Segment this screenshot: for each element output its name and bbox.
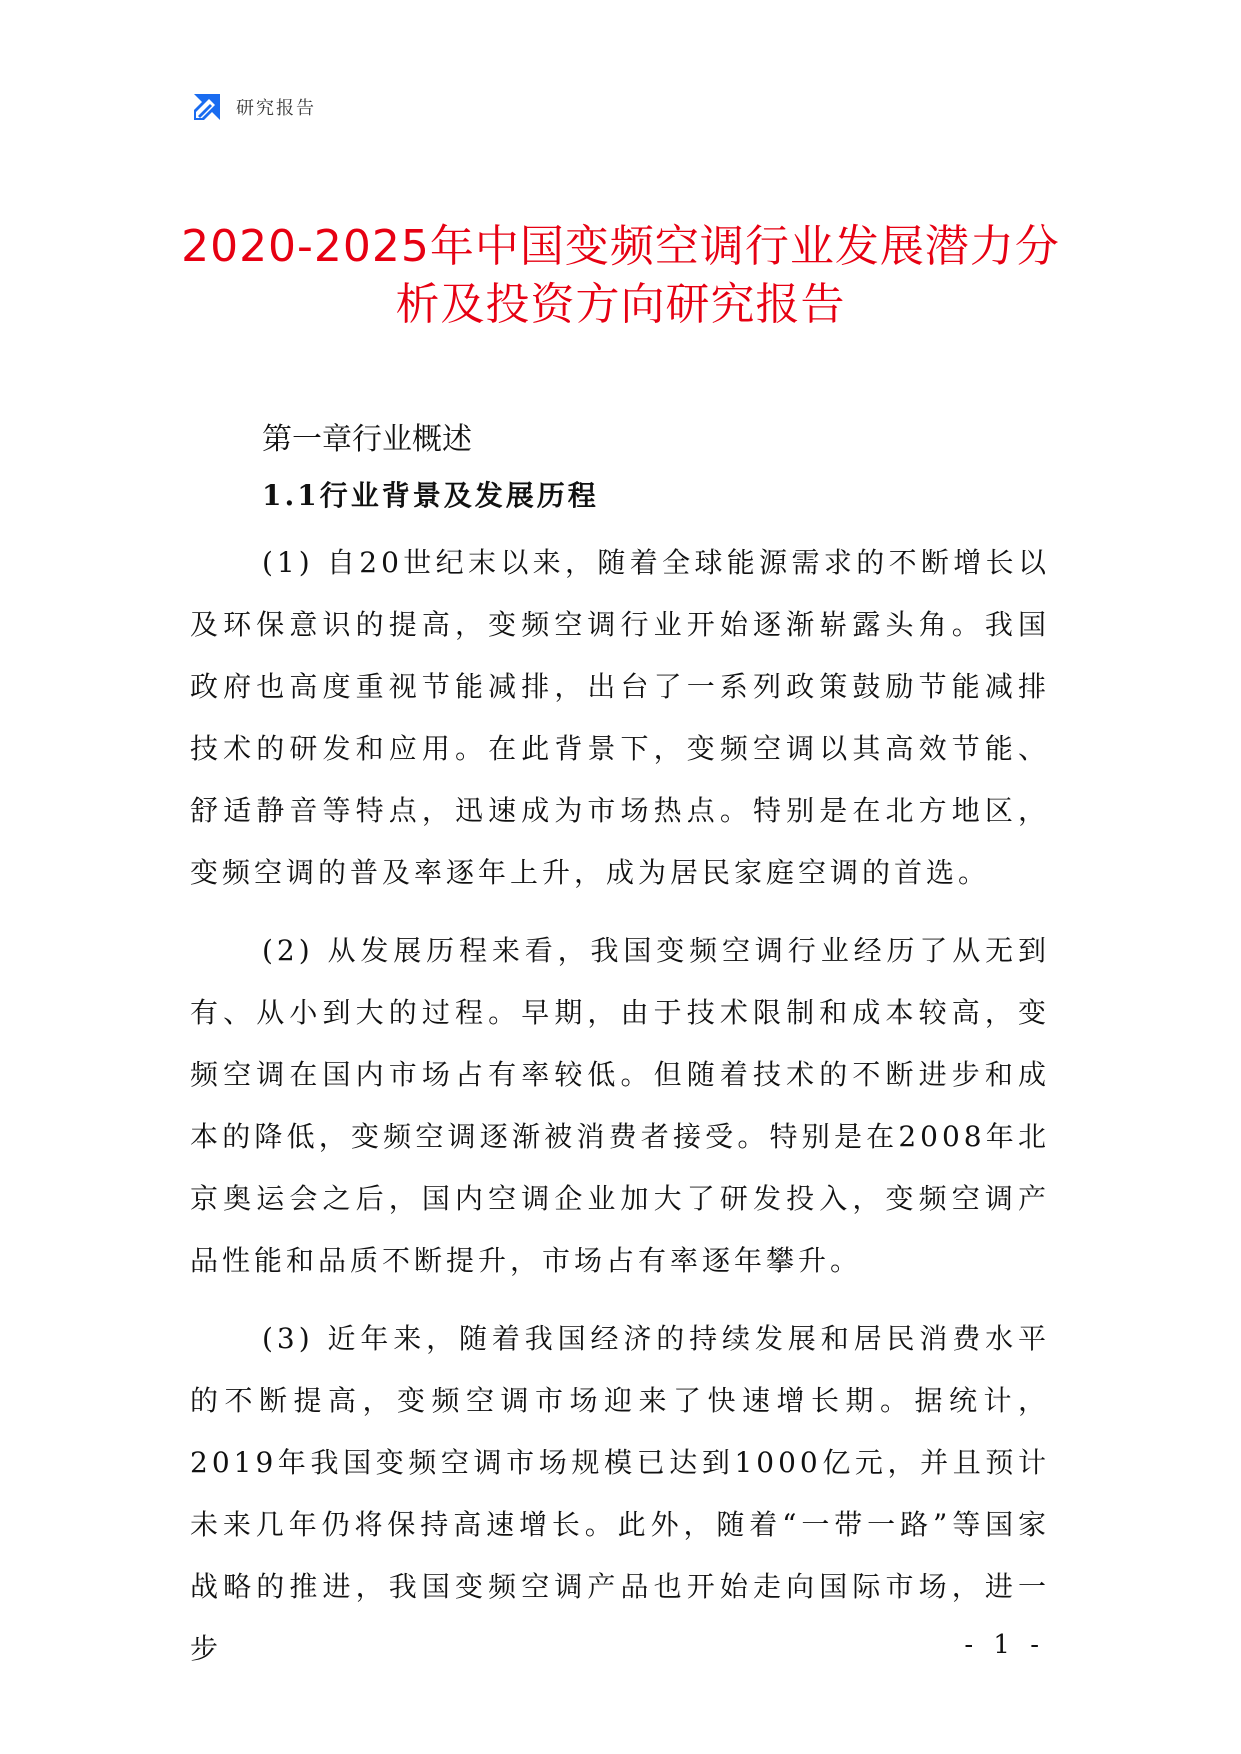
header-label: 研究报告 (236, 98, 316, 119)
title-line-2: 析及投资方向研究报告 (395, 279, 846, 330)
chapter-heading: 第一章行业概述 (262, 422, 472, 457)
section-heading: 1.1行业背景及发展历程 (262, 479, 599, 512)
page-header (190, 90, 316, 124)
page-number: - 1 - (964, 1630, 1045, 1660)
document-title (160, 218, 1081, 334)
paragraph-2: (2) 从发展历程来看，我国变频空调行业经历了从无到有、从小到大的过程。早期，由于技术限制和成本较高，变频空调在国内市场占有率较低。但随着技术的不断进步和成本的降低，变频空调逐渐被消费者接受。特别是在2008年北京奥运会之后，国内空调企业加大了研发投入，变频空调产品性能和品质不断提升，市场占有率逐年攀升。 (190, 934, 1050, 1277)
paragraph-3: (3) 近年来，随着我国经济的持续发展和居民消费水平的不断提高，变频空调市场迎来了快速增长期。据统计，2019年我国变频空调市场规模已达到1000亿元，并且预计未来几年仍将保持高速增长。此外，随着“一带一路”等国家战略的推进，我国变频空调产品也开始走向国际市场，进一步 (190, 1322, 1050, 1665)
paragraph-1: (1) 自20世纪末以来，随着全球能源需求的不断增长以及环保意识的提高，变频空调行业开始逐渐崭露头角。我国政府也高度重视节能减排，出台了一系列政策鼓励节能减排技术的研发和应用。在此背景下，变频空调以其高效节能、舒适静音等特点，迅速成为市场热点。特别是在北方地区，变频空调的普及率逐年上升，成为居民家庭空调的首选。 (190, 546, 1050, 889)
arrow-up-right-icon (190, 90, 224, 124)
title-line-1: 2020-2025年中国变频空调行业发展潜力分 (181, 221, 1060, 272)
document-body (190, 420, 1050, 1680)
